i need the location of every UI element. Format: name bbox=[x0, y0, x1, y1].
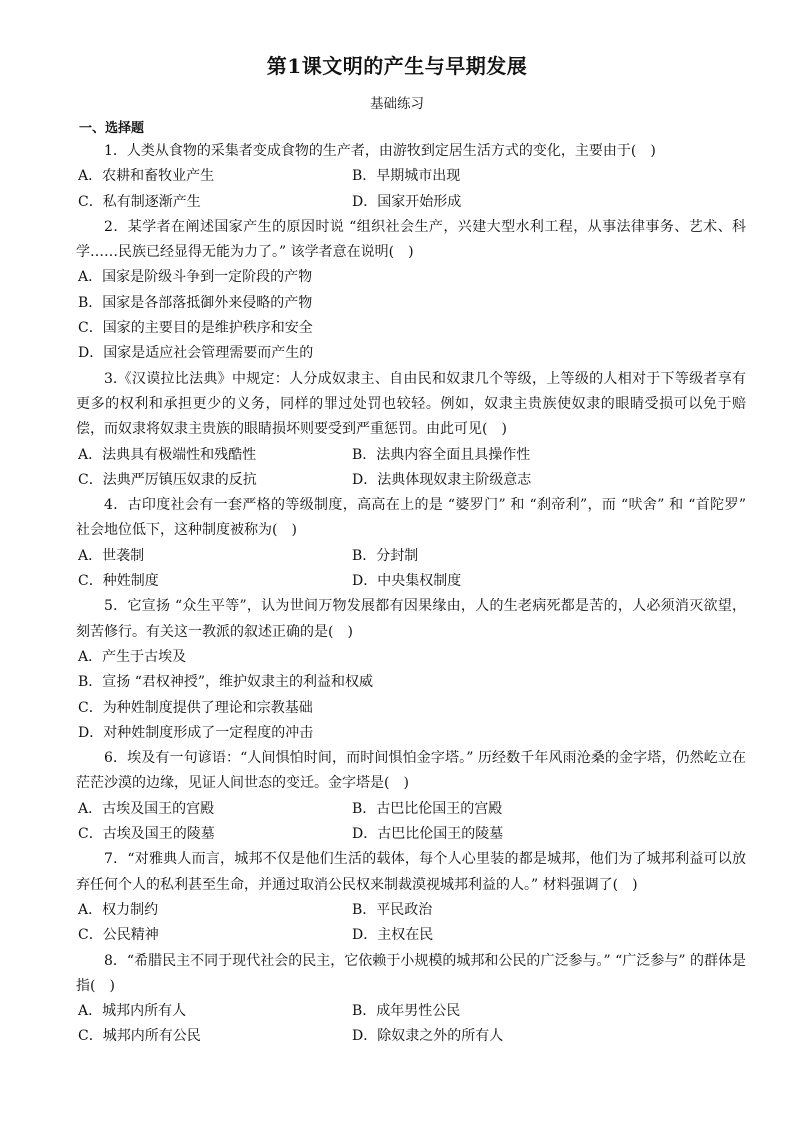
option-d: D．主权在民 bbox=[352, 927, 434, 944]
option-c: C．法典严厉镇压奴隶的反抗 bbox=[78, 471, 257, 488]
option-b: B．宣扬 “君权神授”，维护奴隶主的利益和权威 bbox=[78, 674, 374, 691]
option-a: A．城邦内所有人 bbox=[78, 1003, 187, 1020]
option-b: B．成年男性公民 bbox=[352, 1003, 461, 1020]
option-d: D．古巴比伦国王的陵墓 bbox=[352, 826, 504, 843]
section-heading: 一、选择题 bbox=[79, 121, 145, 136]
question-1 bbox=[76, 139, 746, 215]
question-5 bbox=[76, 594, 746, 746]
option-d: D．国家是适应社会管理需要而产生的 bbox=[78, 345, 314, 362]
option-a: A．法典具有极端性和残酷性 bbox=[78, 446, 257, 463]
question-2 bbox=[76, 215, 746, 367]
option-b: B．古巴比伦国王的宫殿 bbox=[352, 800, 503, 817]
option-d: D．法典体现奴隶主阶级意志 bbox=[352, 471, 532, 488]
question-8 bbox=[76, 949, 746, 1050]
option-a: A．产生于古埃及 bbox=[78, 648, 187, 665]
question-stem: 6．埃及有一句谚语：“人间惧怕时间，而时间惧怕金字塔。” 历经数千年风雨沧桑的金字塔，仍然屹立在茫茫沙漠的边缘，见证人间世态的变迁。金字塔是( ) bbox=[76, 750, 746, 792]
option-a: A．世袭制 bbox=[78, 547, 145, 564]
question-7 bbox=[76, 847, 746, 948]
option-b: B．分封制 bbox=[352, 547, 419, 564]
option-c: C．公民精神 bbox=[78, 927, 159, 944]
question-4 bbox=[76, 493, 746, 594]
option-c: C．种姓制度 bbox=[78, 573, 159, 590]
question-stem: 7．“对雅典人而言，城邦不仅是他们生活的载体，每个人心里装的都是城邦，他们为了城邦利益可以放弃任何个人的私利甚至生命，并通过取消公民权来制裁漠视城邦利益的人。” 材料强调了( ) bbox=[76, 851, 746, 893]
option-c: C．古埃及国王的陵墓 bbox=[78, 826, 215, 843]
question-3 bbox=[76, 367, 746, 493]
question-stem: 3.《汉谟拉比法典》中规定：人分成奴隶主、自由民和奴隶几个等级，上等级的人相对于下等级者享有更多的权利和承担更少的义务，同样的罪过处罚也较轻。例如，奴隶主贵族使奴隶的眼睛受损可以免于赔偿，而奴隶将奴隶主贵族的眼睛损坏则要受到严重惩罚。由此可见( ) bbox=[76, 370, 746, 438]
page-title: 第1课文明的产生与早期发展 bbox=[266, 54, 528, 78]
option-a: A．国家是阶级斗争到一定阶段的产物 bbox=[78, 269, 313, 286]
option-a: A．农耕和畜牧业产生 bbox=[78, 168, 215, 185]
question-stem: 4．古印度社会有一套严格的等级制度，高高在上的是 “婆罗门” 和 “刹帝利”，而 “吠舍” 和 “首陀罗” 社会地位低下，这种制度被称为( ) bbox=[76, 497, 746, 539]
option-b: B．法典内容全面且具操作性 bbox=[352, 446, 531, 463]
question-stem: 1．人类从食物的采集者变成食物的生产者，由游牧到定居生活方式的变化，主要由于( ) bbox=[104, 143, 656, 159]
option-c: C．城邦内所有公民 bbox=[78, 1028, 201, 1045]
question-stem: 2．某学者在阐述国家产生的原因时说 “组织社会生产，兴建大型水利工程，从事法律事务、艺术、科学……民族已经显得无能为力了。” 该学者意在说明( ) bbox=[76, 218, 746, 261]
question-list bbox=[76, 139, 746, 1050]
option-d: D．国家开始形成 bbox=[352, 193, 462, 210]
option-a: A．权力制约 bbox=[78, 901, 159, 918]
question-stem: 8．“希腊民主不同于现代社会的民主，它依赖于小规模的城邦和公民的广泛参与。” “广泛参与” 的群体是指( ) bbox=[76, 952, 746, 994]
option-c: C．私有制逐渐产生 bbox=[78, 193, 201, 210]
option-d: D．对种姓制度形成了一定程度的冲击 bbox=[78, 724, 314, 741]
question-6 bbox=[76, 746, 746, 847]
option-b: B．平民政治 bbox=[352, 901, 433, 918]
option-c: C．为种姓制度提供了理论和宗教基础 bbox=[78, 699, 313, 716]
option-c: C．国家的主要目的是维护秩序和安全 bbox=[78, 320, 313, 337]
option-d: D．除奴隶之外的所有人 bbox=[352, 1028, 504, 1045]
option-b: B．早期城市出现 bbox=[352, 168, 461, 185]
option-d: D．中央集权制度 bbox=[352, 573, 462, 590]
question-stem: 5．它宣扬 “众生平等”，认为世间万物发展都有因果缘由，人的生老病死都是苦的，人必须消灭欲望，刻苦修行。有关这一教派的叙述正确的是( ) bbox=[76, 598, 746, 640]
option-b: B．国家是各部落抵御外来侵略的产物 bbox=[78, 294, 313, 311]
page-subtitle: 基础练习 bbox=[370, 96, 424, 112]
option-a: A．古埃及国王的宫殿 bbox=[78, 800, 215, 817]
